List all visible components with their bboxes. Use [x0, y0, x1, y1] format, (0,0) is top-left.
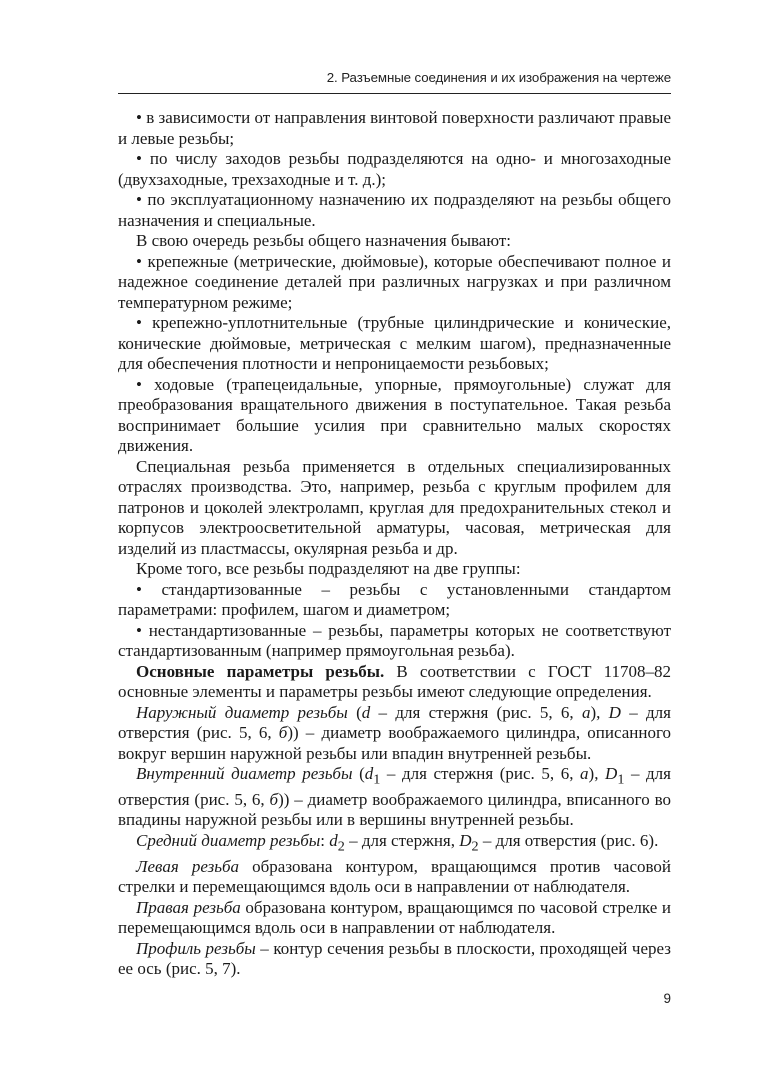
- term-right-hand-thread: Правая резьба: [136, 897, 241, 917]
- term-thread-profile: Профиль резьбы: [136, 938, 256, 958]
- paragraph-bullet-fastening: • крепежные (метрические, дюймовые), которые обеспечивают полное и надежное соединение деталей при различных нагрузках и при различном температурном режиме;: [118, 251, 671, 312]
- symbol-d: d: [361, 702, 371, 722]
- text-run: )) – диаметр воображаемого цилиндра, описанного вокруг вершин наружной резьбы или впадин внутренней резьбы.: [118, 723, 671, 763]
- text-run: образована контуром, вращающимся по часовой стрелке и перемещающимся вдоль оси в направлении от наблюдателя.: [118, 897, 671, 938]
- symbol-D: D: [459, 830, 472, 850]
- subscript: 2: [337, 838, 345, 855]
- text-run: ),: [590, 702, 609, 722]
- symbol-d: d: [329, 830, 338, 850]
- text-run: – для отверстия (рис. 6).: [478, 830, 659, 850]
- figure-letter-b: б: [278, 723, 288, 742]
- text-run: :: [320, 830, 330, 850]
- paragraph-right-hand-thread: [118, 898, 671, 939]
- figure-letter-a: а: [581, 702, 591, 722]
- paragraph-bullet-standardized: • стандартизованные – резьбы с установленными стандартом параметрами: профилем, шагом и диаметром;: [118, 579, 671, 619]
- page-number: 9: [663, 991, 671, 1006]
- section-heading: Основные параметры резьбы.: [136, 661, 385, 681]
- term-left-hand-thread: Левая резьба: [136, 856, 240, 876]
- text-run: – для стержня (рис. 5, 6,: [380, 764, 581, 783]
- subscript: 1: [617, 771, 625, 788]
- text-run: – для отверстия (рис. 5, 6,: [118, 702, 671, 742]
- subscript: 2: [471, 838, 479, 855]
- subscript: 1: [373, 771, 381, 788]
- text-run: – для стержня,: [344, 830, 460, 850]
- paragraph-pitch-diameter: [118, 831, 671, 857]
- paragraph-major-diameter: [118, 703, 671, 765]
- text-run: ),: [588, 764, 606, 783]
- paragraph-special-threads: Специальная резьба применяется в отдельных специализированных отраслях производства. Это, например, резьба с круглым профилем для патронов и цоколей электроламп, круглая для предохранительных стекол и корпусов электроосветительной арматуры, часовая, метрическая для изделий из пластмассы, окулярная резьба и др.: [118, 456, 671, 558]
- paragraph-bullet-fastening-sealing: • крепежно-уплотнительные (трубные цилиндрические и конические, конические дюймовые, метрическая с мелким шагом), предназначенные для обеспечения плотности и непроницаемости резьбовых;: [118, 313, 671, 373]
- paragraph-minor-diameter: [118, 764, 671, 831]
- paragraph-left-hand-thread: [118, 857, 671, 898]
- paragraph-bullet-purpose: • по эксплуатационному назначению их подразделяют на резьбы общего назначения и специальные.: [118, 190, 671, 230]
- text-run: – контур сечения резьбы в плоскости, проходящей через ее ось (рис. 5, 7).: [118, 938, 672, 979]
- term-pitch-diameter: Средний диаметр резьбы: [136, 830, 321, 850]
- paragraph-bullet-non-standardized: • нестандартизованные – резьбы, параметры которых не соответствуют стандартизованным (например прямоугольная резьба).: [118, 620, 671, 660]
- text-run: – для отверстия (рис. 5, 6,: [118, 764, 671, 809]
- paragraph-thread-profile: [118, 939, 671, 980]
- paragraph-main-parameters: [118, 662, 671, 703]
- page-body: [118, 108, 671, 980]
- running-header: 2. Разъемные соединения и их изображения на чертеже: [326, 70, 671, 85]
- symbol-d: d: [364, 764, 374, 783]
- paragraph-bullet-running: • ходовые (трапецеидальные, упорные, прямоугольные) служат для преобразования вращательного движения в поступательное. Такая резьба воспринимает большие усилия при сравнительно малых скоростях движения.: [118, 374, 671, 455]
- paragraph-general-purpose-intro: В свою очередь резьбы общего назначения бывают:: [136, 231, 511, 250]
- text-run: – для стержня (рис. 5, 6,: [370, 702, 582, 722]
- header-divider: [118, 93, 671, 94]
- paragraph-two-groups-intro: Кроме того, все резьбы подразделяют на две группы:: [136, 559, 521, 578]
- symbol-D: D: [605, 764, 618, 783]
- text-run: (: [347, 702, 362, 722]
- term-major-diameter: Наружный диаметр резьбы: [136, 702, 348, 722]
- paragraph-bullet-number-of-starts: • по числу заходов резьбы подразделяются на одно- и многозаходные (двухзаходные, трехзаходные и т. д.);: [118, 149, 671, 189]
- symbol-D: D: [608, 702, 621, 722]
- figure-letter-b: б: [269, 789, 279, 809]
- figure-letter-a: а: [580, 764, 589, 783]
- text-run: образована контуром, вращающимся против часовой стрелки и перемещающимся вдоль оси в направлении от наблюдателя.: [118, 856, 671, 897]
- paragraph-bullet-helix-direction: • в зависимости от направления винтовой поверхности различают правые и левые резьбы;: [118, 108, 671, 148]
- text-run: )) – диаметр воображаемого цилиндра, вписанного во впадины наружной резьбы или в вершины внутренней резьбы.: [118, 789, 671, 830]
- text-run: (: [352, 764, 365, 783]
- section-heading-rest: В соответствии с ГОСТ 11708–82 основные элементы и параметры резьбы имеют следующие определения.: [118, 661, 671, 701]
- term-minor-diameter: Внутренний диаметр резьбы: [136, 764, 353, 783]
